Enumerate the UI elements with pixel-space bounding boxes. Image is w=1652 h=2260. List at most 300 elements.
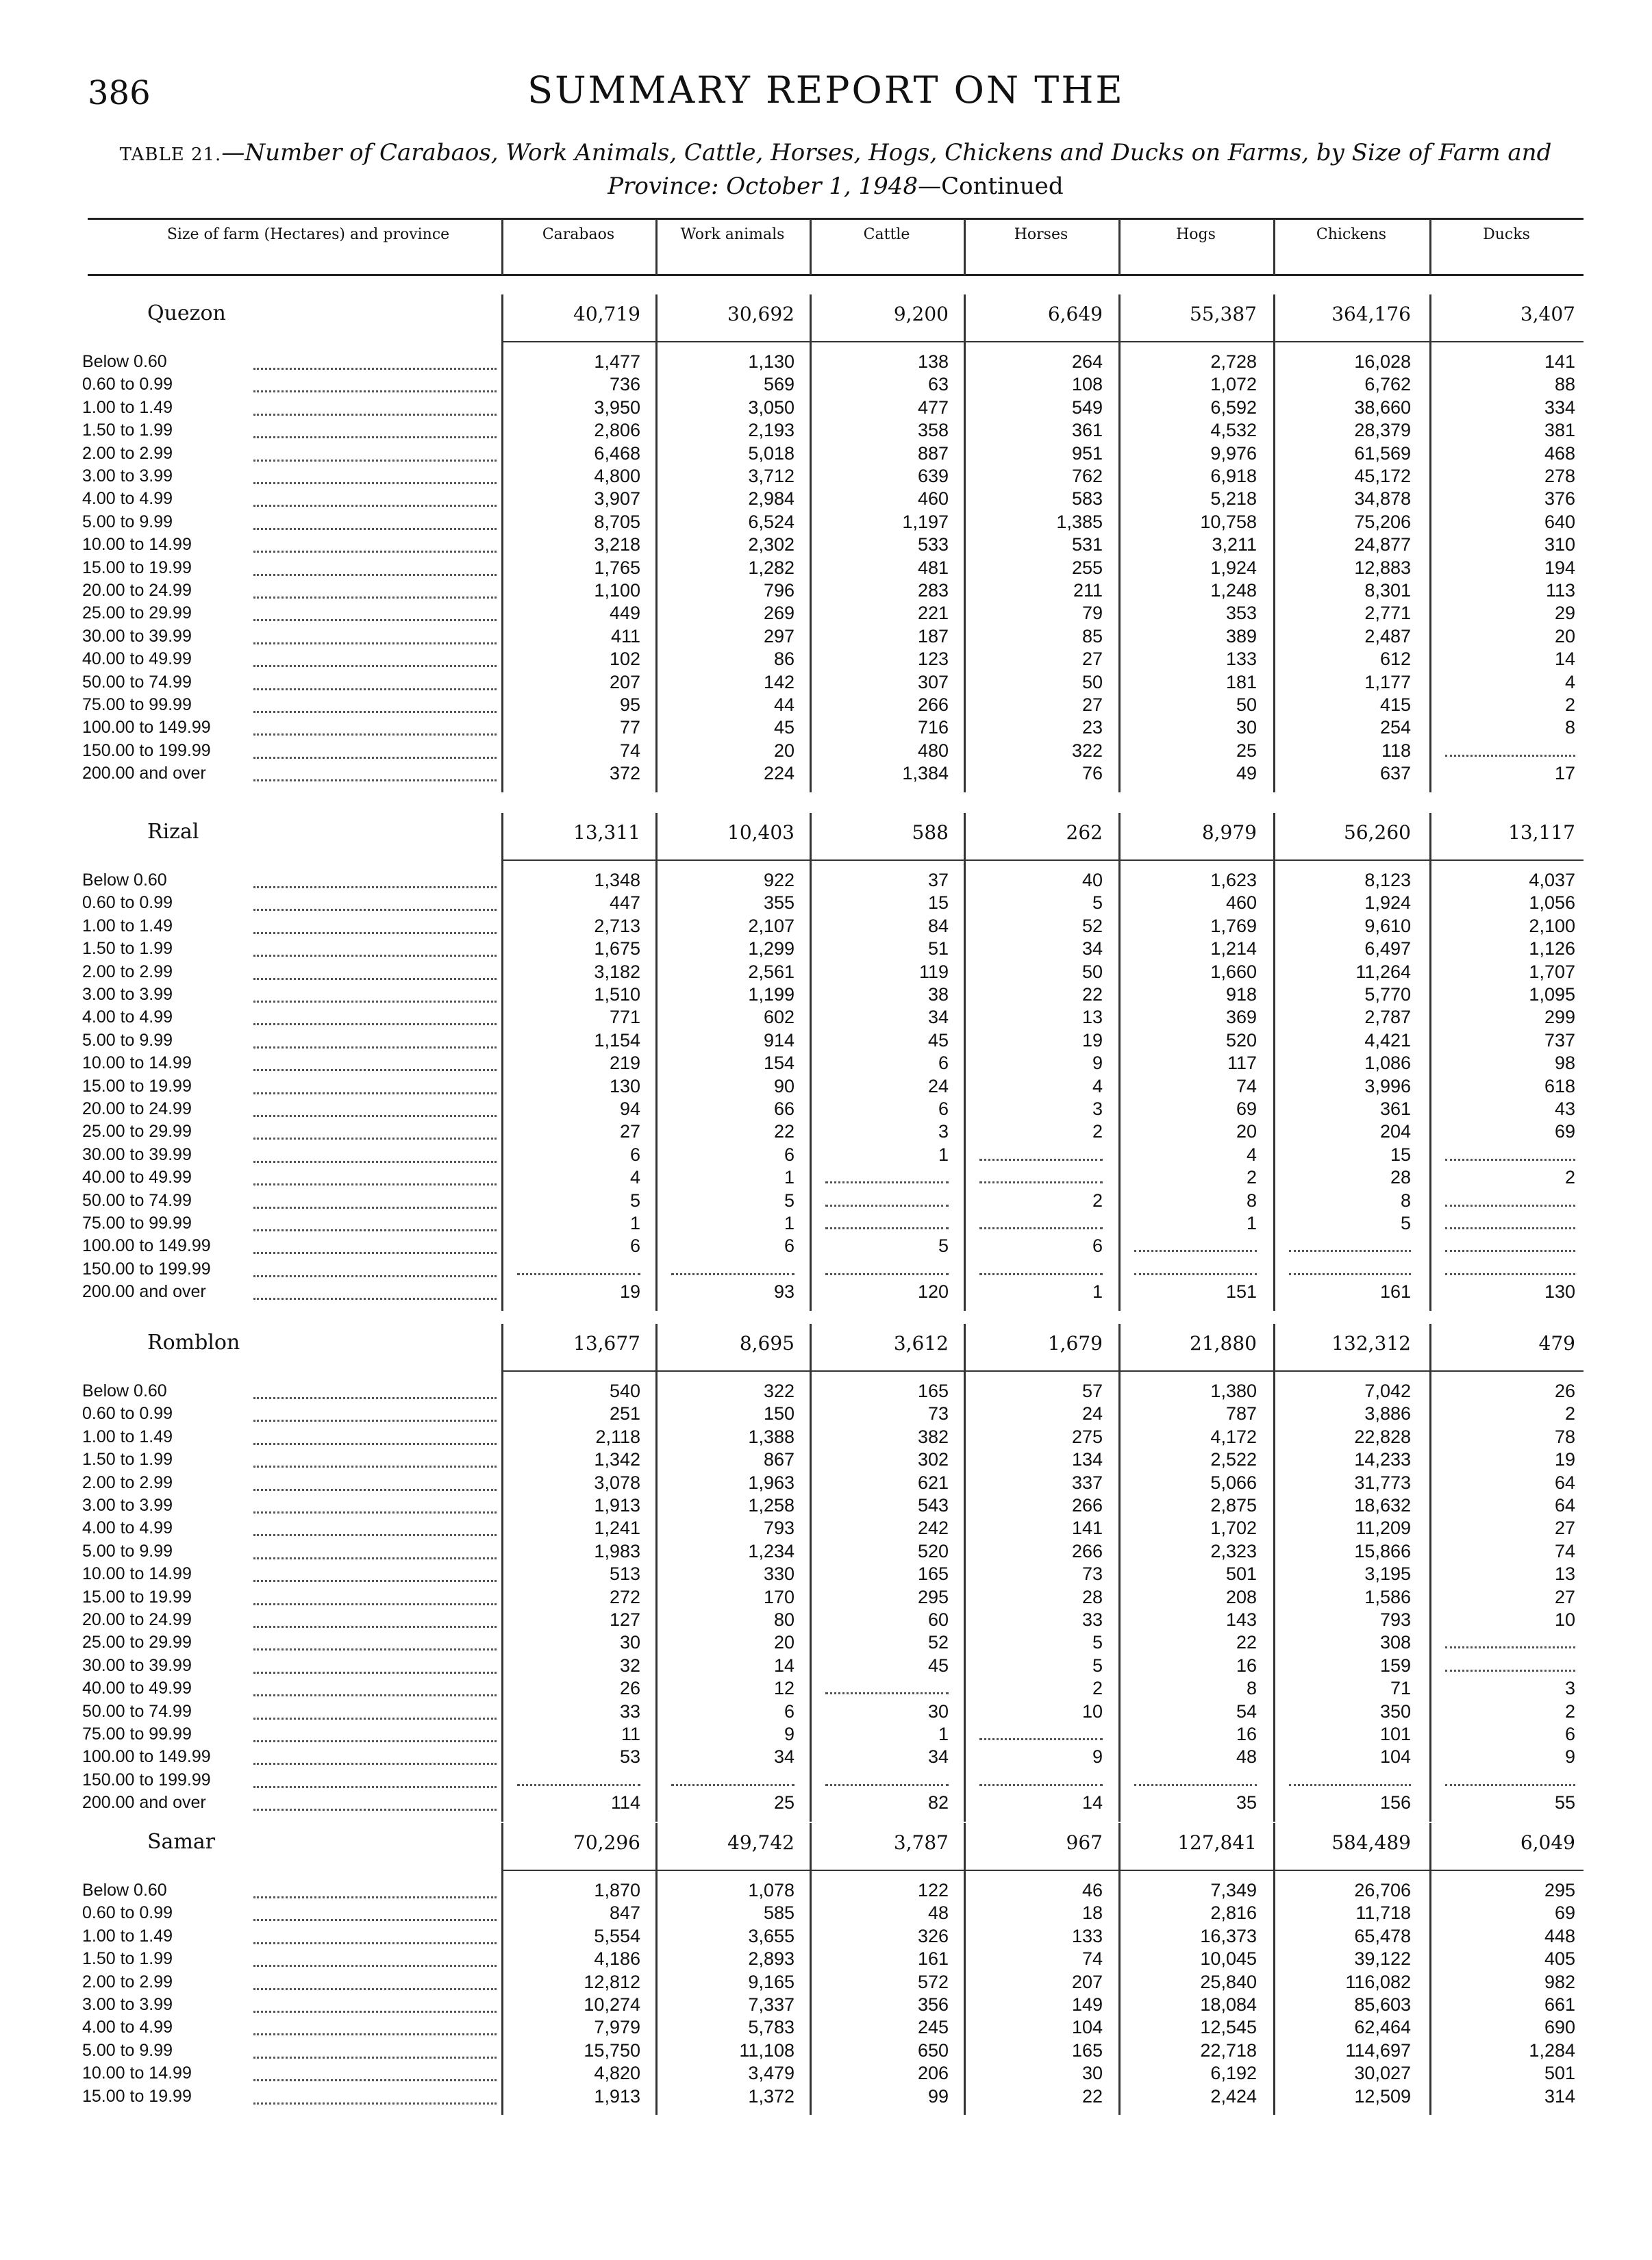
table-cell: 64 bbox=[1554, 1495, 1575, 1516]
leader-dots bbox=[253, 1534, 497, 1536]
table-cell: 15 bbox=[1390, 1144, 1411, 1165]
table-cell: 12,545 bbox=[1200, 2017, 1257, 2038]
province-total: 967 bbox=[1066, 1831, 1103, 1854]
table-cell: 245 bbox=[917, 2017, 949, 2038]
table-cell: 322 bbox=[763, 1381, 794, 1401]
table-cell: 3,182 bbox=[594, 961, 640, 982]
table-cell: 8,301 bbox=[1364, 580, 1411, 601]
size-class-label: 0.60 to 0.99 bbox=[82, 1903, 173, 1923]
size-class-label: 50.00 to 74.99 bbox=[82, 1701, 192, 1721]
caption-label: TABLE 21. bbox=[119, 145, 222, 165]
table-cell: 4 bbox=[1564, 671, 1575, 692]
size-class-label: 2.00 to 2.99 bbox=[82, 443, 173, 463]
size-class-label: 15.00 to 19.99 bbox=[82, 1076, 192, 1096]
table-cell: 621 bbox=[917, 1472, 949, 1493]
table-cell: 94 bbox=[619, 1098, 640, 1119]
size-class-label: 25.00 to 29.99 bbox=[82, 1122, 192, 1142]
leader-dots bbox=[253, 1420, 497, 1422]
leader-dots bbox=[253, 688, 497, 690]
table-cell: 1,214 bbox=[1210, 938, 1257, 959]
size-class-label: 100.00 to 149.99 bbox=[82, 1236, 211, 1256]
table-cell: 1,100 bbox=[594, 580, 640, 601]
empty-cell-dots bbox=[1445, 1670, 1575, 1672]
leader-dots bbox=[253, 414, 497, 416]
table-cell: 77 bbox=[619, 717, 640, 738]
empty-cell-dots bbox=[1445, 755, 1575, 757]
table-cell: 389 bbox=[1225, 625, 1257, 646]
size-class-label: 40.00 to 49.99 bbox=[82, 1168, 192, 1188]
table-cell: 159 bbox=[1379, 1655, 1411, 1676]
table-cell: 1,870 bbox=[594, 1880, 640, 1900]
table-cell: 74 bbox=[1236, 1075, 1257, 1096]
table-cell: 85,603 bbox=[1354, 1994, 1411, 2015]
size-class-label: 25.00 to 29.99 bbox=[82, 603, 192, 623]
size-class-label: 3.00 to 3.99 bbox=[82, 1995, 173, 2014]
table-cell: 194 bbox=[1544, 557, 1575, 578]
table-cell: 3,195 bbox=[1364, 1564, 1411, 1585]
size-class-label: 0.60 to 0.99 bbox=[82, 1404, 173, 1424]
table-cell: 1,586 bbox=[1364, 1586, 1411, 1607]
table-cell: 74 bbox=[619, 740, 640, 761]
table-cell: 1,072 bbox=[1210, 374, 1257, 395]
province-total: 3,612 bbox=[893, 1332, 949, 1355]
table-cell: 25 bbox=[1236, 740, 1257, 761]
table-cell: 9,976 bbox=[1210, 442, 1257, 464]
leader-dots bbox=[253, 978, 497, 980]
table-cell: 1,248 bbox=[1210, 580, 1257, 601]
column-header-hogs-heading: Hogs bbox=[1176, 226, 1216, 243]
size-class-label: 2.00 to 2.99 bbox=[82, 1972, 173, 1992]
empty-cell-dots bbox=[979, 1159, 1103, 1161]
table-cell: 6,468 bbox=[594, 442, 640, 464]
table-cell: 3,712 bbox=[748, 466, 794, 486]
table-cell: 1,384 bbox=[902, 763, 949, 784]
table-cell: 3 bbox=[1564, 1678, 1575, 1699]
province-total: 364,176 bbox=[1331, 303, 1411, 325]
table-cell: 9 bbox=[1564, 1746, 1575, 1768]
table-cell: 2,816 bbox=[1210, 1903, 1257, 1924]
province-total: 55,387 bbox=[1190, 303, 1257, 325]
size-class-label: 50.00 to 74.99 bbox=[82, 672, 192, 692]
leader-dots bbox=[253, 886, 497, 888]
table-cell: 1,660 bbox=[1210, 961, 1257, 982]
table-cell: 637 bbox=[1379, 763, 1411, 784]
table-cell: 11,108 bbox=[739, 2039, 794, 2061]
table-cell: 847 bbox=[609, 1903, 640, 1924]
size-class-label: Below 0.60 bbox=[82, 1881, 167, 1900]
leader-dots bbox=[253, 1275, 497, 1277]
empty-cell-dots bbox=[1289, 1784, 1411, 1786]
table-cell: 322 bbox=[1071, 740, 1103, 761]
table-cell: 133 bbox=[1071, 1925, 1103, 1946]
leader-dots bbox=[253, 1397, 497, 1399]
table-cell: 1,078 bbox=[748, 1880, 794, 1900]
table-cell: 7,349 bbox=[1210, 1880, 1257, 1900]
table-cell: 12,509 bbox=[1354, 2085, 1411, 2107]
size-class-label: 75.00 to 99.99 bbox=[82, 695, 192, 714]
table-cell: 1 bbox=[938, 1724, 949, 1744]
table-cell: 2 bbox=[1564, 694, 1575, 715]
table-cell: 2 bbox=[1092, 1190, 1103, 1211]
table-cell: 76 bbox=[1081, 763, 1103, 784]
leader-dots bbox=[253, 2102, 497, 2105]
table-cell: 28,379 bbox=[1354, 420, 1411, 441]
table-cell: 1,623 bbox=[1210, 870, 1257, 890]
leader-dots bbox=[253, 505, 497, 507]
table-cell: 122 bbox=[917, 1880, 949, 1900]
leader-dots bbox=[253, 2033, 497, 2035]
table-cell: 221 bbox=[917, 603, 949, 624]
table-cell: 533 bbox=[917, 534, 949, 555]
leader-dots bbox=[253, 1580, 497, 1582]
table-cell: 95 bbox=[619, 694, 640, 715]
size-class-label: 15.00 to 19.99 bbox=[82, 1587, 192, 1607]
size-class-label: 1.50 to 1.99 bbox=[82, 1949, 173, 1969]
table-caption bbox=[89, 137, 1582, 202]
leader-dots bbox=[253, 733, 497, 736]
table-cell: 101 bbox=[1379, 1724, 1411, 1744]
page-number: 386 bbox=[88, 74, 151, 112]
leader-dots bbox=[253, 368, 497, 370]
table-cell: 2,193 bbox=[748, 420, 794, 441]
table-cell: 138 bbox=[917, 351, 949, 372]
size-class-label: 1.50 to 1.99 bbox=[82, 1450, 173, 1470]
table-cell: 9 bbox=[1092, 1746, 1103, 1768]
table-cell: 108 bbox=[1071, 374, 1103, 395]
table-cell: 181 bbox=[1225, 671, 1257, 692]
leader-dots bbox=[253, 909, 497, 911]
leader-dots bbox=[253, 1965, 497, 1967]
table-cell: 447 bbox=[609, 892, 640, 914]
leader-dots bbox=[253, 1298, 497, 1300]
table-cell: 10,045 bbox=[1200, 1948, 1257, 1970]
table-cell: 481 bbox=[917, 557, 949, 578]
leader-dots bbox=[253, 1942, 497, 1944]
table-cell: 307 bbox=[917, 671, 949, 692]
table-cell: 62,464 bbox=[1354, 2017, 1411, 2038]
table-cell: 23 bbox=[1081, 717, 1103, 738]
table-cell: 22 bbox=[1081, 2085, 1103, 2107]
leader-dots bbox=[253, 1648, 497, 1650]
province-name-rizal: Rizal bbox=[147, 820, 199, 844]
table-cell: 26,706 bbox=[1354, 1880, 1411, 1900]
size-class-label: 1.50 to 1.99 bbox=[82, 420, 173, 440]
table-cell: 78 bbox=[1554, 1426, 1575, 1447]
table-cell: 372 bbox=[609, 763, 640, 784]
table-cell: 6 bbox=[629, 1144, 640, 1165]
table-cell: 2,100 bbox=[1529, 915, 1575, 936]
table-cell: 334 bbox=[1544, 397, 1575, 418]
table-cell: 4 bbox=[629, 1167, 640, 1188]
table-cell: 1,095 bbox=[1529, 984, 1575, 1005]
table-cell: 30 bbox=[1081, 2063, 1103, 2084]
table-cell: 6,918 bbox=[1210, 466, 1257, 486]
leader-dots bbox=[253, 1229, 497, 1231]
table-cell: 35 bbox=[1236, 1792, 1257, 1813]
table-cell: 57 bbox=[1081, 1381, 1103, 1401]
province-total: 10,403 bbox=[727, 821, 794, 844]
empty-cell-dots bbox=[979, 1181, 1103, 1183]
table-cell: 951 bbox=[1071, 442, 1103, 464]
size-class-label: 1.00 to 1.49 bbox=[82, 1926, 173, 1946]
leader-dots bbox=[253, 932, 497, 934]
table-cell: 33 bbox=[1081, 1609, 1103, 1630]
table-cell: 33 bbox=[619, 1700, 640, 1722]
leader-dots bbox=[253, 1069, 497, 1071]
leader-dots bbox=[253, 390, 497, 392]
province-total: 588 bbox=[912, 821, 949, 844]
table-cell: 8,705 bbox=[594, 511, 640, 532]
table-cell: 381 bbox=[1544, 420, 1575, 441]
table-cell: 14 bbox=[773, 1655, 794, 1676]
table-cell: 208 bbox=[1225, 1586, 1257, 1607]
province-name-quezon: Quezon bbox=[147, 301, 226, 325]
leader-dots bbox=[253, 665, 497, 667]
table-cell: 7,979 bbox=[594, 2017, 640, 2038]
table-cell: 30 bbox=[1236, 717, 1257, 738]
totals-underline bbox=[501, 1370, 1584, 1372]
size-class-label: 1.00 to 1.49 bbox=[82, 397, 173, 417]
size-class-label: 25.00 to 29.99 bbox=[82, 1633, 192, 1653]
table-cell: 1,284 bbox=[1529, 2039, 1575, 2061]
table-cell: 2 bbox=[1564, 1700, 1575, 1722]
table-cell: 278 bbox=[1544, 466, 1575, 486]
table-cell: 32 bbox=[619, 1655, 640, 1676]
table-cell: 75,206 bbox=[1354, 511, 1411, 532]
table-cell: 5 bbox=[1400, 1213, 1411, 1233]
size-class-label: 40.00 to 49.99 bbox=[82, 649, 192, 669]
table-cell: 2 bbox=[1092, 1121, 1103, 1142]
table-cell: 2 bbox=[1092, 1678, 1103, 1699]
table-cell: 86 bbox=[773, 649, 794, 670]
table-cell: 361 bbox=[1071, 420, 1103, 441]
province-total: 56,260 bbox=[1344, 821, 1411, 844]
table-cell: 793 bbox=[1379, 1609, 1411, 1630]
table-cell: 3,907 bbox=[594, 488, 640, 510]
table-cell: 1,086 bbox=[1364, 1053, 1411, 1074]
table-cell: 34 bbox=[927, 1007, 949, 1028]
table-cell: 118 bbox=[1381, 740, 1411, 761]
table-cell: 30 bbox=[927, 1700, 949, 1722]
table-cell: 793 bbox=[763, 1518, 794, 1539]
leader-dots bbox=[253, 1138, 497, 1140]
empty-cell-dots bbox=[825, 1273, 949, 1275]
table-cell: 66 bbox=[773, 1098, 794, 1119]
table-cell: 224 bbox=[763, 763, 794, 784]
table-cell: 38 bbox=[927, 984, 949, 1005]
table-cell: 48 bbox=[927, 1903, 949, 1924]
table-cell: 275 bbox=[1071, 1426, 1103, 1447]
table-cell: 9,165 bbox=[748, 1971, 794, 1992]
table-cell: 150 bbox=[763, 1403, 794, 1424]
table-cell: 5,554 bbox=[594, 1925, 640, 1946]
table-cell: 143 bbox=[1225, 1609, 1257, 1630]
table-cell: 1,258 bbox=[748, 1495, 794, 1516]
table-cell: 10 bbox=[1081, 1700, 1103, 1722]
leader-dots bbox=[253, 1183, 497, 1185]
table-cell: 6 bbox=[784, 1700, 794, 1722]
empty-cell-dots bbox=[825, 1205, 949, 1207]
table-cell: 2,302 bbox=[748, 534, 794, 555]
table-cell: 61,569 bbox=[1354, 442, 1411, 464]
table-cell: 11,264 bbox=[1355, 961, 1411, 982]
table-cell: 448 bbox=[1544, 1925, 1575, 1946]
table-cell: 1,299 bbox=[748, 938, 794, 959]
size-class-label: 4.00 to 4.99 bbox=[82, 489, 173, 509]
table-cell: 369 bbox=[1225, 1007, 1257, 1028]
table-cell: 14,233 bbox=[1354, 1449, 1411, 1470]
table-cell: 2,107 bbox=[748, 915, 794, 936]
table-cell: 2 bbox=[1246, 1167, 1257, 1188]
table-cell: 15 bbox=[927, 892, 949, 914]
table-cell: 531 bbox=[1071, 534, 1103, 555]
table-cell: 114,697 bbox=[1345, 2039, 1411, 2061]
empty-cell-dots bbox=[979, 1273, 1103, 1275]
table-cell: 119 bbox=[918, 961, 949, 982]
leader-dots bbox=[253, 1092, 497, 1094]
province-total: 3,787 bbox=[893, 1831, 949, 1854]
table-cell: 27 bbox=[1554, 1518, 1575, 1539]
province-total: 40,719 bbox=[573, 303, 640, 325]
table-cell: 1,056 bbox=[1529, 892, 1575, 914]
table-cell: 24 bbox=[927, 1075, 949, 1096]
table-cell: 8 bbox=[1564, 717, 1575, 738]
province-total: 21,880 bbox=[1190, 1332, 1257, 1355]
size-class-label: 40.00 to 49.99 bbox=[82, 1679, 192, 1698]
size-class-label: 150.00 to 199.99 bbox=[82, 1259, 211, 1279]
table-cell: 269 bbox=[763, 603, 794, 624]
table-cell: 15,750 bbox=[584, 2039, 640, 2061]
table-cell: 11,718 bbox=[1355, 1903, 1411, 1924]
table-cell: 2,561 bbox=[748, 961, 794, 982]
table-cell: 161 bbox=[917, 1948, 949, 1970]
table-cell: 308 bbox=[1379, 1632, 1411, 1653]
leader-dots bbox=[253, 1809, 497, 1811]
size-class-label: Below 0.60 bbox=[82, 1381, 167, 1401]
table-cell: 266 bbox=[1071, 1495, 1103, 1516]
table-cell: 20 bbox=[1236, 1121, 1257, 1142]
table-cell: 3,211 bbox=[1212, 534, 1257, 555]
leader-dots bbox=[253, 597, 497, 599]
table-cell: 44 bbox=[773, 694, 794, 715]
size-class-label: 200.00 and over bbox=[82, 764, 206, 783]
table-cell: 25,840 bbox=[1200, 1971, 1257, 1992]
table-cell: 130 bbox=[609, 1075, 640, 1096]
leader-dots bbox=[253, 1466, 497, 1468]
table-cell: 1,510 bbox=[594, 984, 640, 1005]
table-cell: 1,380 bbox=[1210, 1381, 1257, 1401]
table-cell: 142 bbox=[763, 671, 794, 692]
table-cell: 361 bbox=[1379, 1098, 1411, 1119]
leader-dots bbox=[253, 1694, 497, 1696]
table-cell: 3 bbox=[938, 1121, 949, 1142]
table-cell: 2 bbox=[1564, 1403, 1575, 1424]
table-cell: 1,913 bbox=[594, 2085, 640, 2107]
province-total: 6,649 bbox=[1047, 303, 1103, 325]
table-cell: 3,050 bbox=[748, 397, 794, 418]
size-class-label: 15.00 to 19.99 bbox=[82, 557, 192, 577]
table-cell: 12 bbox=[773, 1678, 794, 1699]
leader-dots bbox=[253, 1557, 497, 1559]
table-cell: 88 bbox=[1554, 374, 1575, 395]
table-cell: 34 bbox=[1081, 938, 1103, 959]
leader-dots bbox=[253, 1443, 497, 1445]
running-title: SUMMARY REPORT ON THE bbox=[527, 68, 1125, 112]
size-class-label: 15.00 to 19.99 bbox=[82, 2086, 192, 2106]
table-cell: 22,828 bbox=[1354, 1426, 1411, 1447]
table-cell: 8 bbox=[1246, 1190, 1257, 1211]
table-cell: 6 bbox=[938, 1053, 949, 1074]
table-cell: 45 bbox=[927, 1655, 949, 1676]
empty-cell-dots bbox=[1289, 1273, 1411, 1275]
table-cell: 19 bbox=[1081, 1029, 1103, 1051]
table-cell: 411 bbox=[610, 625, 640, 646]
table-cell: 355 bbox=[763, 892, 794, 914]
empty-cell-dots bbox=[1134, 1784, 1257, 1786]
table-cell: 1 bbox=[784, 1167, 794, 1188]
table-cell: 4,820 bbox=[594, 2063, 640, 2084]
table-cell: 2,806 bbox=[594, 420, 640, 441]
table-cell: 34 bbox=[927, 1746, 949, 1768]
table-cell: 1 bbox=[784, 1213, 794, 1233]
table-cell: 1,388 bbox=[748, 1426, 794, 1447]
caption-text: —Number of Carabaos, Work Animals, Cattle, Horses, Hogs, Chickens and Ducks on Farms, by Size of Farm and Province: October 1, 1948 bbox=[221, 139, 1552, 200]
table-cell: 5,218 bbox=[1210, 488, 1257, 510]
size-class-label: 50.00 to 74.99 bbox=[82, 1190, 192, 1210]
size-class-label: 1.00 to 1.49 bbox=[82, 916, 173, 936]
column-header-work-animals-heading: Work animals bbox=[680, 226, 785, 243]
table-cell: 337 bbox=[1071, 1472, 1103, 1493]
table-cell: 2,771 bbox=[1364, 603, 1411, 624]
size-class-label: 5.00 to 9.99 bbox=[82, 2040, 173, 2060]
table-cell: 204 bbox=[1379, 1121, 1411, 1142]
table-cell: 1,675 bbox=[594, 938, 640, 959]
table-cell: 3,950 bbox=[594, 397, 640, 418]
table-cell: 27 bbox=[1081, 649, 1103, 670]
table-cell: 141 bbox=[1071, 1518, 1103, 1539]
table-cell: 2,323 bbox=[1210, 1540, 1257, 1561]
empty-cell-dots bbox=[1445, 1784, 1575, 1786]
table-cell: 302 bbox=[917, 1449, 949, 1470]
table-cell: 8,123 bbox=[1364, 870, 1411, 890]
table-cell: 114 bbox=[610, 1792, 640, 1813]
size-class-label: 3.00 to 3.99 bbox=[82, 1496, 173, 1515]
table-cell: 1,765 bbox=[594, 557, 640, 578]
table-cell: 549 bbox=[1071, 397, 1103, 418]
table-cell: 165 bbox=[1071, 2039, 1103, 2061]
table-cell: 45,172 bbox=[1354, 466, 1411, 486]
size-class-label: 5.00 to 9.99 bbox=[82, 1541, 173, 1561]
empty-cell-dots bbox=[825, 1181, 949, 1183]
size-class-label: 5.00 to 9.99 bbox=[82, 512, 173, 531]
leader-dots bbox=[253, 642, 497, 644]
table-cell: 867 bbox=[763, 1449, 794, 1470]
empty-cell-dots bbox=[1134, 1250, 1257, 1252]
table-cell: 513 bbox=[609, 1564, 640, 1585]
column-header-carabaos-heading: Carabaos bbox=[542, 226, 615, 243]
table-cell: 74 bbox=[1554, 1540, 1575, 1561]
size-class-label: 20.00 to 24.99 bbox=[82, 581, 192, 600]
table-cell: 583 bbox=[1071, 488, 1103, 510]
size-class-label: 3.00 to 3.99 bbox=[82, 466, 173, 486]
table-cell: 1,924 bbox=[1364, 892, 1411, 914]
table-cell: 11 bbox=[621, 1724, 640, 1744]
caption-continued: —Continued bbox=[918, 173, 1064, 200]
leader-dots bbox=[253, 2079, 497, 2081]
table-cell: 2,893 bbox=[748, 1948, 794, 1970]
table-cell: 1,282 bbox=[748, 557, 794, 578]
table-cell: 46 bbox=[1081, 1880, 1103, 1900]
